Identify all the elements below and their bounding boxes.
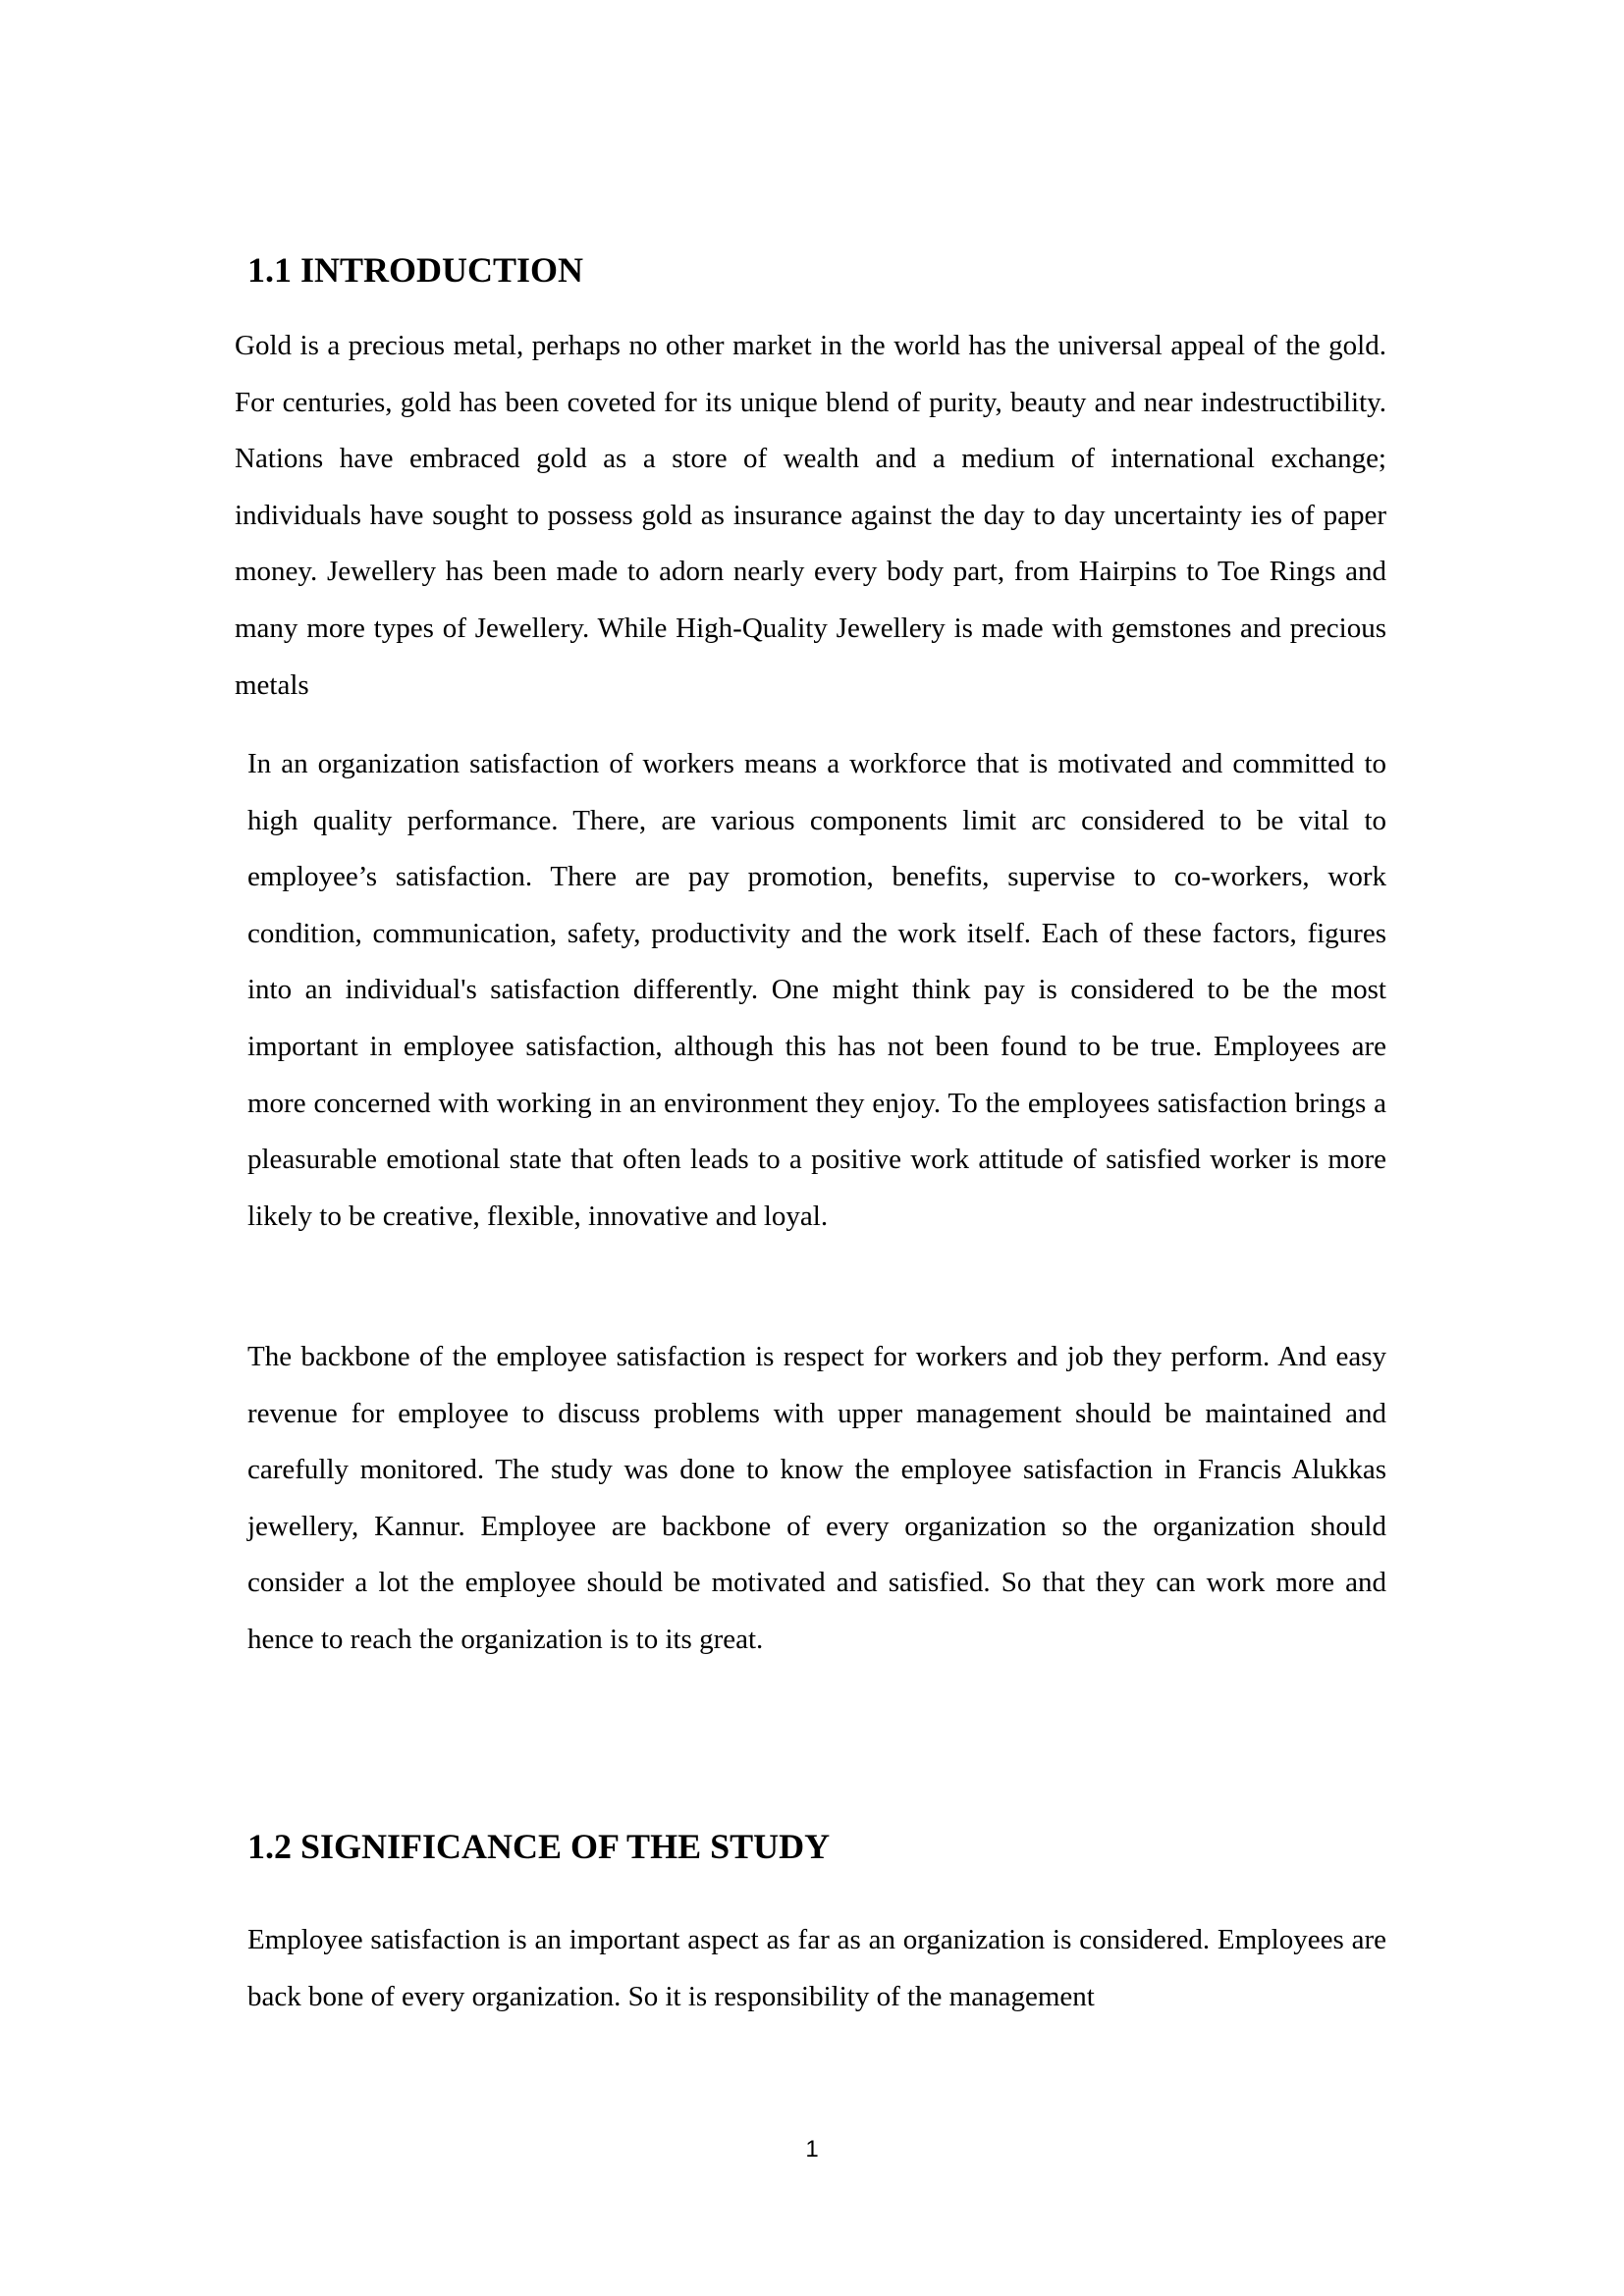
section-heading-significance: 1.2 SIGNIFICANCE OF THE STUDY (247, 1827, 831, 1866)
paragraph-backbone-satisfaction: The backbone of the employee satisfaction is respect for workers and job they perform. And easy revenue for employee to discuss problems with upper management should be maintained and carefully monitored. The study was done to know the employee satisfaction in Francis Alukkas jewellery, Kannur. Employee are backbone of every organization so the organization should consider a lot the employee should be motivated and satisfied. So that they can work more and hence to reach the organization is to its great. (247, 1341, 1386, 1655)
paragraph-organization-satisfaction: In an organization satisfaction of workers means a workforce that is motivated and committed to high quality performance. There, are various components limit arc considered to be vital to employee’s satisfaction. There are pay promotion, benefits, supervise to co-workers, work condition, communication, safety, productivity and the work itself. Each of these factors, figures into an individual's satisfaction differently. One might think pay is considered to be the most important in employee satisfaction, although this has not been found to be true. Employees are more concerned with working in an environment they enjoy. To the employees satisfaction brings a pleasurable emotional state that often leads to a positive work attitude of satisfied worker is more likely to be creative, flexible, innovative and loyal. (247, 748, 1386, 1232)
page-number: 1 (805, 2136, 819, 2163)
paragraph-significance-study: Employee satisfaction is an important aspect as far as an organization is considered. Employees are back bone of every organization. So it is responsibility of the management (247, 1924, 1386, 2012)
paragraph-gold-introduction: Gold is a precious metal, perhaps no other market in the world has the universal appeal of the gold. For centuries, gold has been coveted for its unique blend of purity, beauty and near indestructibility. Nations have embraced gold as a store of wealth and a medium of international exchange; individuals have sought to possess gold as insurance against the day to day uncertainty ies of paper money. Jewellery has been made to adorn nearly every body part, from Hairpins to Toe Rings and many more types of Jewellery. While High-Quality Jewellery is made with gemstones and precious metals (235, 330, 1386, 701)
section-heading-introduction: 1.1 INTRODUCTION (247, 250, 584, 290)
